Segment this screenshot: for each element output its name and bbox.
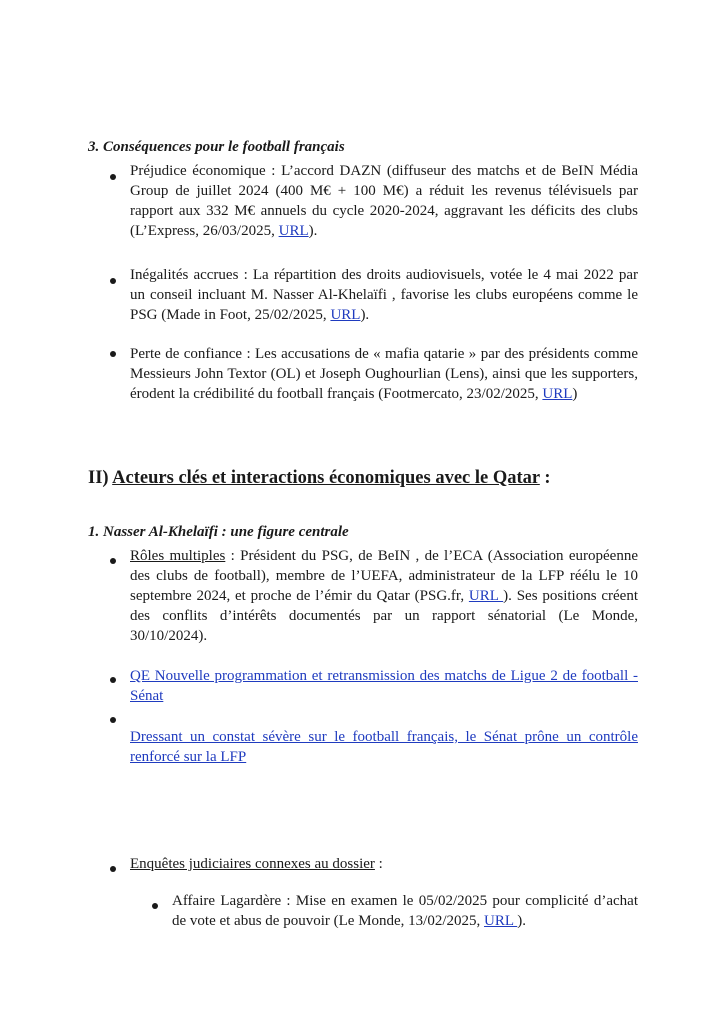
heading-suffix: : bbox=[539, 468, 551, 488]
item-text-end: ). bbox=[308, 223, 318, 239]
roles-after: ). Ses positions créent des conflits d’intérêts documentés par un rapport sénatorial (Le Monde, 30/10/2024). bbox=[130, 588, 638, 644]
section-ii-heading bbox=[88, 468, 551, 489]
subsection-1-title: 1. Nasser Al-Khelaïfi : une figure centrale bbox=[88, 524, 349, 540]
qe-link[interactable]: QE Nouvelle programmation et retransmission des matchs de Ligue 2 de football - Sénat bbox=[130, 668, 638, 704]
list-item-senat bbox=[130, 727, 638, 767]
enquetes-label: Enquêtes judiciaires connexes au dossier bbox=[130, 856, 375, 872]
url-link[interactable]: URL bbox=[484, 913, 518, 929]
roles-text: : Président du PSG, de BeIN , de l’ECA (Association européenne des clubs de football), membre de l’UEFA, administrateur de la LFP réélu le 10 septembre 2024, et proche de l’émir du Qatar (PSG.fr, bbox=[130, 548, 638, 604]
url-link[interactable]: URL bbox=[330, 307, 361, 323]
bullet bbox=[110, 351, 116, 357]
url-link[interactable]: URL bbox=[278, 223, 309, 239]
bullet bbox=[110, 717, 116, 723]
list-item-prejudice bbox=[130, 161, 638, 241]
roles-label: Rôles multiples bbox=[130, 548, 226, 564]
bullet bbox=[110, 174, 116, 180]
url-link[interactable]: URL bbox=[468, 588, 504, 604]
list-item-roles bbox=[130, 546, 638, 646]
heading-prefix: II) bbox=[88, 468, 113, 488]
bullet bbox=[110, 558, 116, 564]
list-item-confiance bbox=[130, 344, 638, 404]
lagardere-text: Affaire Lagardère : Mise en examen le 05/02/2025 pour complicité d’achat de vote et abus de pouvoir (Le Monde, 13/02/2025, bbox=[172, 893, 638, 929]
item-text: Perte de confiance : Les accusations de « mafia qatarie » par des présidents comme Messieurs John Textor (OL) et Joseph Oughourlian (Lens), ainsi que les supporters, érodent la crédibilité du football français (Footmercato, 23/02/2025, bbox=[130, 346, 638, 402]
list-item-enquetes bbox=[130, 854, 638, 874]
list-item-qe bbox=[130, 666, 638, 706]
bullet bbox=[110, 866, 116, 872]
bullet bbox=[110, 677, 116, 683]
item-text-end: ) bbox=[572, 386, 578, 402]
item-text-end: ). bbox=[360, 307, 370, 323]
senat-link[interactable]: Dressant un constat sévère sur le football français, le Sénat prône un contrôle renforcé sur la LFP bbox=[130, 729, 638, 765]
lagardere-after: ). bbox=[517, 913, 526, 929]
list-item-lagardere bbox=[172, 891, 638, 931]
enquetes-after: : bbox=[374, 856, 383, 872]
bullet bbox=[110, 278, 116, 284]
item-text: Préjudice économique : L’accord DAZN (diffuseur des matchs et de BeIN Média Group de juillet 2024 (400 M€ + 100 M€) a réduit les revenus télévisuels par rapport aux 332 M€ annuels du cycle 2020-2024, aggravant les déficits des clubs (L’Express, 26/03/2025, bbox=[130, 163, 638, 239]
heading-title: Acteurs clés et interactions économiques avec le Qatar bbox=[112, 468, 540, 488]
list-item-inegalites bbox=[130, 265, 638, 325]
item-text: Inégalités accrues : La répartition des droits audiovisuels, votée le 4 mai 2022 par un conseil incluant M. Nasser Al-Khelaïfi , favorise les clubs européens comme le PSG (Made in Foot, 25/02/2025, bbox=[130, 267, 638, 323]
url-link[interactable]: URL bbox=[542, 386, 573, 402]
bullet bbox=[152, 903, 158, 909]
section-3-title: 3. Conséquences pour le football français bbox=[88, 139, 345, 155]
